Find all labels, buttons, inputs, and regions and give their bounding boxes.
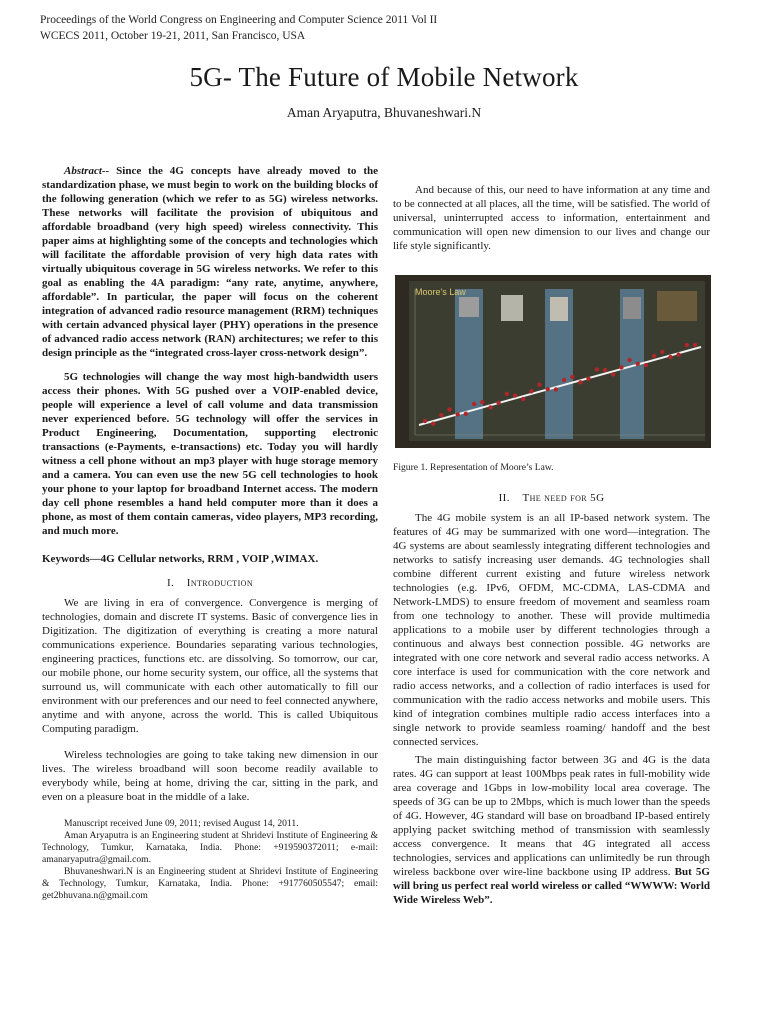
right-intro-paragraph: And because of this, our need to have information at any time and to be connected at all places, all the time, will be satisfied. The world of universal, uninterrupted access to information, entertainment and communication will open new dimension to our lives and change our life style significantly. — [393, 184, 710, 252]
data-point — [513, 393, 517, 397]
data-point — [562, 378, 566, 382]
data-point — [480, 400, 484, 404]
data-point — [431, 422, 435, 426]
authors: Aman Aryaputra, Bhuvaneshwari.N — [286, 105, 482, 120]
data-point — [546, 387, 550, 391]
data-point — [586, 377, 590, 381]
data-point — [660, 350, 664, 354]
footnote-received: Manuscript received June 09, 2011; revised August 14, 2011. — [64, 818, 299, 829]
footnotes — [42, 818, 378, 902]
abstract-paragraph-2: 5G technologies will change the way most high-bandwidth users access their phones. With 5G pushed over a VOIP-enabled device, people will experience a level of call volume and data transmission never experienced before. 5G technology will offer the services in Product Engineering, Documentation, supporting electronic transactions (e-Payments, e-transactions) etc. Today you will hardly witness a cell phone without an mp3 player with huge storage memory and a camera. You can even use the new 5G cell technologies to hook your phone to your laptop for broadband Internet access. The modern day cell phone resembles a hand held computer more than it does a phone, as most of them contain cameras, video players, MP3 recording, and much more. — [42, 371, 378, 537]
device-icon-1 — [459, 297, 479, 317]
data-point — [570, 375, 574, 379]
data-point — [439, 413, 443, 417]
data-point — [652, 354, 656, 358]
data-point — [447, 407, 451, 411]
data-point — [578, 380, 582, 384]
section-number: I. — [166, 577, 175, 589]
abstract-label: Abstract-- — [64, 165, 110, 177]
paper-title: 5G- The Future of Mobile Network — [189, 62, 579, 92]
abstract-text: Since the 4G concepts have already moved to the standardization phase, we must begin to work on the building blocks of the following generation (which we refer to as 5G) wireless networks. These networks will facilitate the provision of ubiquitous and affordable broadband (very high speed) wireless connectivity. This paper aims at highlighting some of the concepts and technologies which will facilitate the affordable provision of very high data rates with virtually ubiquitous coverage in 5G wireless networks. We refer to this goal as enabling the 4A paradigm: “any rate, anytime, anywhere, affordable”. In particular, the paper will focus on the coherent integration of advanced radio resource management (RRM) techniques with certain advanced physical layer (PHY) operations in the presence of advanced radio access network (RAN) architectures; we refer to this design principle as the “integrated cross-layer cross-network design”. — [42, 165, 378, 359]
intro-paragraph-1: We are living in era of convergence. Convergence is merging of technologies, domain and discrete IT systems. Basic of convergence lies in Digitization. The digitization of everything is creating a more natural communications experience. Boundaries separating various technologies, engineering practices, functions etc. are dissolving. So tomorrow, our car, our mobile phone, our home security system, our office, all the systems that surround us, will communicate with each other automatically to fill our environment with our preferences and our need to feel connected anywhere, anytime and with anyone, across the world. This is called Ubiquitous Computing paradigm. — [42, 597, 378, 735]
data-point — [537, 383, 541, 387]
moores-law-figure — [395, 275, 711, 448]
footnote-author-2: Bhuvaneshwari.N is an Engineering student at Shridevi Institute of Engineering & Technology, Tumkur, Karnataka, India. Phone: +917760505547; email: get2bhuvana.n@gmail.com — [42, 866, 378, 901]
data-point — [456, 412, 460, 416]
section-number: II. — [498, 492, 510, 504]
data-point — [627, 358, 631, 362]
data-point — [668, 355, 672, 359]
figure-title: Moore's Law — [415, 287, 466, 297]
need-paragraph-2-bold: But 5G will bring us perfect real world wireless or called “WWWW: World Wide Wireless Web”. — [393, 866, 710, 906]
data-point — [505, 392, 509, 396]
data-point — [554, 387, 558, 391]
data-point — [603, 368, 607, 372]
section-heading-introduction — [42, 576, 378, 590]
right-column-intro — [393, 183, 710, 263]
data-point — [521, 397, 525, 401]
keywords: Keywords—4G Cellular networks, RRM , VOIP ,WIMAX. — [42, 553, 319, 565]
figure-caption: Figure 1. Representation of Moore’s Law. — [393, 462, 554, 473]
header-line-2: WCECS 2011, October 19-21, 2011, San Francisco, USA — [40, 30, 306, 42]
data-point — [619, 365, 623, 369]
intro-paragraph-2: Wireless technologies are going to take taking new dimension in our lives. The wireless broadband will soon become readily available to everybody while, being at home, driving the car, sitting in the park, and even on a pleasure boat in the middle of a lake. — [42, 749, 378, 803]
device-icon-5 — [657, 291, 697, 321]
abstract — [42, 164, 378, 360]
data-point — [472, 402, 476, 406]
device-icon-3 — [550, 297, 568, 321]
data-point — [464, 412, 468, 416]
need-paragraph-2-text: The main distinguishing factor between 3G and 4G is the data rates. 4G can support at least 100Mbps peak rates in full-mobility wide area coverage and 1Gbps in low-mobility local area coverage. The speeds of 3G can be up to 2Mbps, which is much lower than the speeds of 4G. However, 4G standard will base on broadband IP-based entirely applying packet switching method of transmission with seamlessly access convergence. It means that 4G integrated all access technologies, services and applications can unlimitedly be run through wireless backbone over wire-line backbone using IP address. — [393, 754, 710, 878]
data-point — [423, 419, 427, 423]
data-point — [644, 363, 648, 367]
data-point — [676, 353, 680, 357]
data-point — [693, 343, 697, 347]
device-icon-4 — [623, 297, 641, 319]
data-point — [488, 405, 492, 409]
data-point — [595, 367, 599, 371]
footnote-author-1: Aman Aryaputra is an Engineering student at Shridevi Institute of Engineering & Technology, Tumkur, Karnataka, India. Phone: +919590372011; e-mail: amanaryaputra@gmail.com. — [42, 830, 378, 865]
need-paragraph-2 — [393, 753, 710, 907]
data-point — [611, 372, 615, 376]
running-header — [40, 12, 437, 44]
data-point — [636, 362, 640, 366]
need-paragraph-1: The 4G mobile system is an all IP-based network system. The features of 4G may be summarized with one word—integration. The 4G systems are about seamlessly integrating different technologies and networks to satisfy increasing user demands. 4G technologies shall combine different current existing and future wireless network technologies (e.g. IPv6, OFDM, MC-CDMA, LAS-CDMA and Network-LMDS) to ensure freedom of movement and seamless roam from one technology to another. These will provide multimedia applications to a mobile user by different technologies through a continuous and always best connection possible. 4G networks are integrated with one core network and several radio access networks. A core interface is used for communication with the core network and radio access networks, and a collection of radio interfaces is used for communication with the radio access networks and mobile users. This kind of integration combines multiple radio access interfaces into a single network to provide seamless roaming/ handoff and the best connected services. — [393, 512, 710, 748]
data-point — [529, 389, 533, 393]
data-point — [496, 401, 500, 405]
device-icon-2 — [501, 295, 523, 321]
left-column — [42, 164, 378, 902]
data-point — [685, 343, 689, 347]
right-column-body — [393, 485, 710, 911]
header-line-1: Proceedings of the World Congress on Engineering and Computer Science 2011 Vol II — [40, 14, 438, 26]
section-title: The need for 5G — [522, 492, 605, 504]
section-title: Introduction — [186, 577, 254, 589]
section-heading-need-for-5g — [393, 491, 710, 505]
